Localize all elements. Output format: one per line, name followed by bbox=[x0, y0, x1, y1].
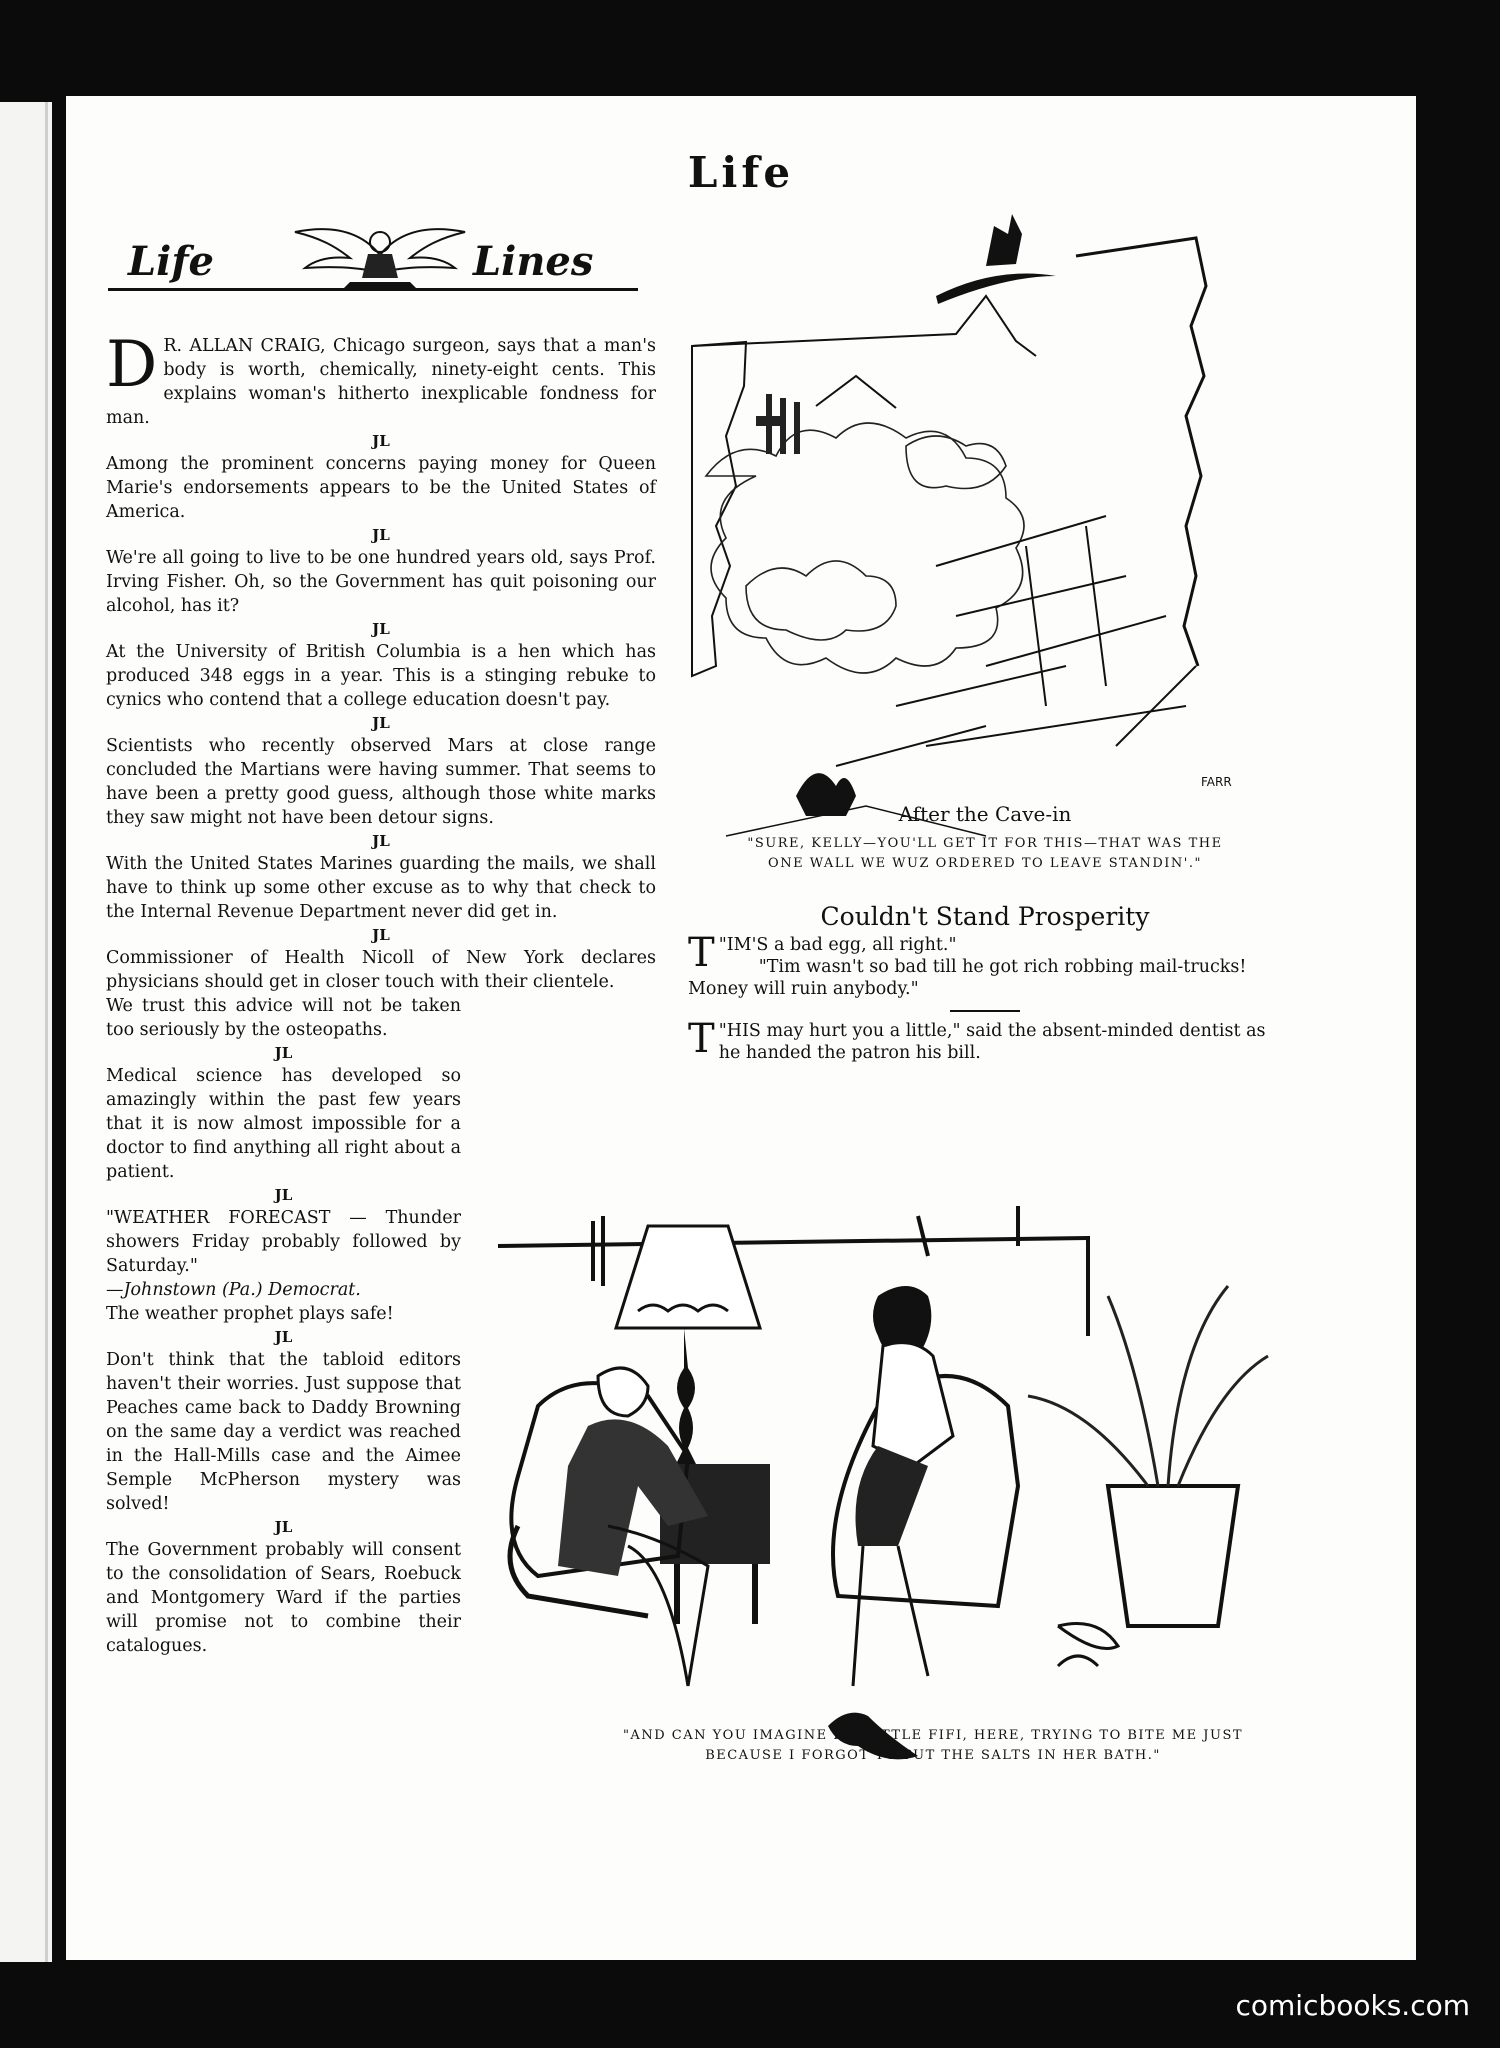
life-lines-item: Don't think that the tabloid editors haven't their worries. Just suppose that Peaches came back to Daddy Browning on the same day a verdict was reached in the Hall-Mills case and the Aimee Semple McPherson mystery was solved! bbox=[106, 1350, 461, 1514]
joke-item: "Tim wasn't so bad till he got rich robbing mail-trucks! Money will ruin anybody." bbox=[688, 957, 1247, 999]
joke-divider bbox=[950, 1010, 1020, 1012]
ornament-divider: JL bbox=[372, 832, 390, 850]
living-room-cartoon-illustration bbox=[498, 1106, 1368, 1786]
ornament-divider: JL bbox=[274, 1328, 293, 1346]
masthead: Life bbox=[687, 148, 795, 197]
life-lines-item: We trust this advice will not be taken too seriously by the osteopaths. bbox=[106, 996, 461, 1040]
magazine-page bbox=[66, 96, 1416, 1960]
jokes-heading: Couldn't Stand Prosperity bbox=[820, 902, 1150, 931]
weather-quote: "WEATHER FORECAST — Thunder showers Friday probably followed by Saturday." bbox=[106, 1208, 461, 1276]
cave-in-cartoon-illustration bbox=[686, 146, 1326, 846]
jokes-column bbox=[688, 902, 1282, 1064]
cartoon-caption: "AND CAN YOU IMAGINE IT? LITTLE FIFI, HERE, TRYING TO BITE ME JUST BECAUSE I FORGOT TO PUT THE SALTS IN HER BATH." bbox=[622, 1728, 1244, 1763]
life-lines-item: We're all going to live to be one hundred years old, says Prof. Irving Fisher. Oh, so the Government has quit poisoning our alcohol, has it? bbox=[106, 548, 656, 616]
site-watermark: comicbooks.com bbox=[1235, 1989, 1470, 2022]
life-lines-item: D R. ALLAN CRAIG, Chicago surgeon, says that a man's body is worth, chemically, ninety-eight cents. This explains woman's hitherto inexplicable fondness for man. bbox=[106, 328, 656, 428]
section-header bbox=[108, 220, 638, 300]
ornament-divider: JL bbox=[274, 1518, 293, 1536]
life-lines-item: At the University of British Columbia is a hen which has produced 348 eggs in a year. This is a stinging rebuke to cynics who contend that a college education doesn't pay. bbox=[106, 642, 656, 710]
joke-item: " T HIS may hurt you a little," said the absent-minded dentist as he handed the patron his bill. bbox=[688, 1016, 1266, 1063]
ornament-divider: JL bbox=[372, 714, 390, 732]
ornament-divider: JL bbox=[372, 620, 390, 638]
cartoon-caption: "SURE, KELLY—YOU'LL GET IT FOR THIS—THAT WAS THE ONE WALL WE WUZ ORDERED TO LEAVE STANDIN'." bbox=[747, 836, 1223, 871]
header-rule bbox=[108, 288, 638, 291]
life-lines-item: Commissioner of Health Nicoll of New York declares physicians should get in closer touch with their clientele. bbox=[106, 948, 656, 992]
cartoon-artist-signature: FARR bbox=[1201, 775, 1232, 789]
joke-item: " T IM'S a bad egg, all right." bbox=[688, 930, 957, 976]
cartoon-title: After the Cave-in bbox=[898, 802, 1072, 826]
drop-cap: D bbox=[106, 328, 158, 402]
drop-cap: T bbox=[688, 930, 715, 976]
weather-comment: The weather prophet plays safe! bbox=[106, 1304, 394, 1324]
adjacent-page-strip bbox=[0, 102, 52, 1962]
ornament-divider: JL bbox=[372, 432, 390, 450]
ornament-divider: JL bbox=[372, 926, 390, 944]
life-lines-item: Scientists who recently observed Mars at close range concluded the Martians were having summer. That seems to have been a pretty good guess, although those white marks they saw might not have been detour signs. bbox=[106, 736, 656, 828]
winged-ornament-icon bbox=[290, 220, 470, 290]
section-header-word-2: Lines bbox=[473, 238, 594, 285]
section-header-word-1: Life bbox=[128, 238, 214, 285]
life-lines-item: Among the prominent concerns paying money for Queen Marie's endorsements appears to be the United States of America. bbox=[106, 454, 656, 522]
life-lines-item: The Government probably will consent to the consolidation of Sears, Roebuck and Montgomery Ward if the parties will promise not to combine their catalogues. bbox=[106, 1540, 461, 1656]
drop-cap: T bbox=[688, 1016, 715, 1062]
life-lines-item: With the United States Marines guarding the mails, we shall have to think up some other excuse as to why that check to the Internal Revenue Department never did get in. bbox=[106, 854, 656, 922]
ornament-divider: JL bbox=[372, 526, 390, 544]
ornament-divider: JL bbox=[274, 1044, 293, 1062]
ornament-divider: JL bbox=[274, 1186, 293, 1204]
weather-quote-source: —Johnstown (Pa.) Democrat. bbox=[106, 1280, 361, 1300]
life-lines-item: Medical science has developed so amazingly within the past few years that it is now almost impossible for a doctor to find anything all right about a patient. bbox=[106, 1066, 461, 1182]
